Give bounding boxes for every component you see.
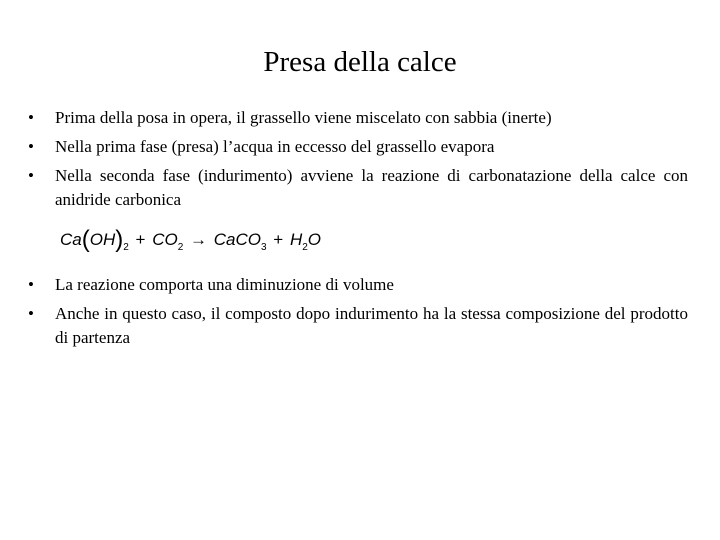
- list-item: [28, 273, 688, 297]
- list-item: [28, 164, 688, 212]
- bullet-list-bottom: [28, 273, 688, 355]
- equation-term: OH: [89, 230, 116, 249]
- bullet-icon: •: [28, 166, 34, 185]
- list-item: [28, 135, 688, 159]
- plus-sign: +: [135, 230, 146, 249]
- list-item: [28, 106, 688, 130]
- bullet-icon: •: [28, 137, 34, 156]
- bullet-text: Anche in questo caso, il composto dopo indurimento ha la stessa composizione del prodotto di partenza: [55, 304, 688, 347]
- bullet-list-top: [28, 106, 688, 217]
- equation-term: H: [289, 230, 303, 249]
- equation-term: CO: [152, 230, 178, 249]
- list-item: [28, 302, 688, 350]
- slide-title: Presa della calce: [263, 46, 457, 78]
- equation-term: O: [307, 230, 322, 249]
- bullet-text: La reazione comporta una diminuzione di volume: [55, 275, 394, 294]
- bullet-icon: •: [28, 304, 34, 323]
- bullet-icon: •: [28, 275, 34, 294]
- bullet-icon: •: [28, 108, 34, 127]
- equation-subscript: 2: [302, 242, 308, 253]
- equation-subscript: 2: [123, 242, 129, 253]
- reaction-arrow-icon: →: [190, 230, 207, 249]
- bullet-text: Nella seconda fase (indurimento) avviene la reazione di carbonatazione della calce con anidride carbonica: [55, 166, 688, 209]
- equation-paren: ): [115, 226, 124, 253]
- chemical-equation: [60, 226, 321, 254]
- bullet-text: Prima della posa in opera, il grassello viene miscelato con sabbia (inerte): [55, 108, 552, 127]
- equation-paren: (: [81, 226, 90, 253]
- equation-subscript: 2: [177, 242, 184, 253]
- equation-term: CaCO: [213, 230, 261, 249]
- bullet-text: Nella prima fase (presa) l’acqua in eccesso del grassello evapora: [55, 137, 495, 156]
- equation-subscript: 3: [260, 242, 267, 253]
- equation-term: Ca: [60, 230, 82, 249]
- plus-sign: +: [273, 230, 284, 249]
